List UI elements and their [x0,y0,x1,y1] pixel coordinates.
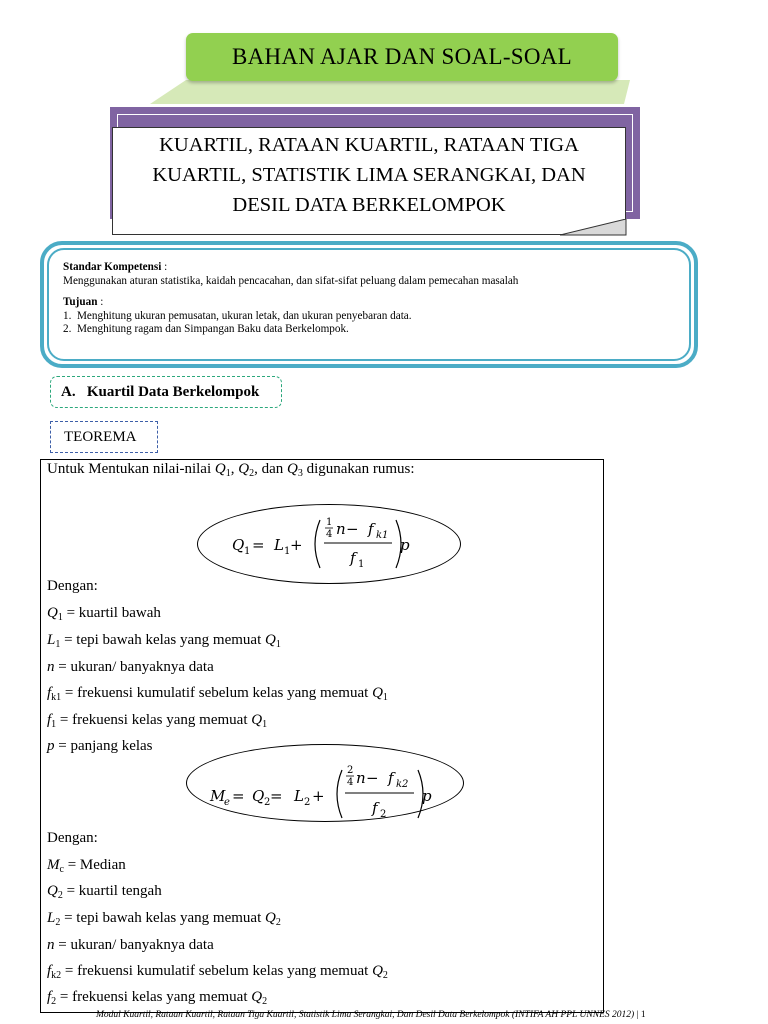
svg-text:=: = [232,787,245,805]
svg-text:1: 1 [358,559,365,570]
def-f2: $f_2$ = frekuensi kelas yang memuat $Q_2$ [47,989,268,1007]
def-fk1: $f_{k1}$ = frekuensi kumulatif sebelum kelas yang memuat $Q_1$ [47,685,388,703]
svg-text:2: 2 [264,797,271,808]
def-fk2: $f_{k2}$ = frekuensi kumulatif sebelum kelas yang memuat $Q_2$ [47,963,388,981]
formula-q1 [228,508,438,580]
svg-text:f: f [388,769,394,787]
banner-title: BAHAN AJAR DAN SOAL-SOAL [186,33,618,81]
dengan-label-2: Dengan: [47,830,98,846]
svg-text:f: f [372,799,378,817]
def-me: $M_c$ = Median [47,857,126,875]
def-q2: $Q_2$ = kuartil tengah [47,883,162,901]
svg-text:p: p [422,787,432,805]
topic-title-line-3: DESIL DATA BERKELOMPOK [232,194,506,216]
page-number: | 1 [636,1010,646,1020]
competency-box [47,248,691,361]
competency-heading: Standar Kompetensi : [63,261,168,273]
svg-text:=: = [270,787,283,805]
svg-text:f: f [350,549,356,567]
svg-text:−: − [346,520,359,538]
svg-text:−: − [366,769,379,787]
def-n-2: n = ukuran/ banyaknya data [47,937,214,953]
svg-text:2: 2 [380,809,387,820]
svg-text:k1: k1 [376,530,389,541]
def-l1: $L_1$ = tepi bawah kelas yang memuat $Q_1$ [47,632,281,650]
svg-text:e: e [224,797,230,808]
svg-text:L: L [274,536,284,554]
svg-text:n: n [356,769,366,787]
svg-text:1: 1 [244,546,251,557]
svg-text:+: + [290,536,303,554]
svg-text:k2: k2 [396,779,409,790]
theorem-label: TEOREMA [50,421,158,453]
topic-title [112,127,626,235]
page-footer [96,1010,760,1020]
intro-text: Untuk Mentukan nilai-nilai $Q_1$, $Q_2$, dan $Q_3$ digunakan rumus: [47,461,415,479]
svg-text:2: 2 [347,765,354,776]
def-q1: $Q_1$ = kuartil bawah [47,605,161,623]
svg-text:Q: Q [232,536,245,554]
goal-item: 2. Menghitung ragam dan Simpangan Baku data Berkelompok. [63,323,349,335]
topic-title-line-2: KUARTIL, STATISTIK LIMA SERANGKAI, DAN [152,164,586,186]
dengan-label: Dengan: [47,578,98,594]
svg-text:=: = [252,536,265,554]
svg-text:1: 1 [326,517,333,528]
def-l2: $L_2$ = tepi bawah kelas yang memuat $Q_2$ [47,910,281,928]
svg-text:4: 4 [326,529,333,540]
svg-text:+: + [312,787,325,805]
def-f1: $f_1$ = frekuensi kelas yang memuat $Q_1$ [47,712,268,730]
svg-text:2: 2 [304,797,311,808]
svg-text:f: f [368,520,374,538]
svg-text:L: L [294,787,304,805]
def-n: n = ukuran/ banyaknya data [47,659,214,675]
svg-text:Q: Q [252,787,265,805]
svg-text:1: 1 [284,546,291,557]
footer-text: Modul Kuartil, Rataan Kuartil, Rataan Tiga Kuartil, Statistik Lima Serangkai, Dan Desil Data Berkelompok (INTIFA AH PPL UNNES 2012) [96,1010,635,1020]
page-curl-decoration [560,219,628,237]
competency-text: Menggunakan aturan statistika, kaidah pencacahan, dan sifat-sifat peluang dalam pemecahan masalah [63,274,519,287]
topic-title-line-1: KUARTIL, RATAAN KUARTIL, RATAAN TIGA [159,134,579,156]
svg-text:4: 4 [347,777,354,788]
section-heading: A. Kuartil Data Berkelompok [50,376,282,408]
svg-text:M: M [210,787,226,805]
goal-item: 1. Menghitung ukuran pemusatan, ukuran letak, dan ukuran penyebaran data. [63,309,412,322]
goals-heading: Tujuan : [63,296,104,308]
svg-text:n: n [336,520,346,538]
def-p: p = panjang kelas [47,738,153,754]
svg-text:p: p [400,536,410,554]
banner-shadow [150,80,630,104]
formula-q2 [204,746,454,820]
